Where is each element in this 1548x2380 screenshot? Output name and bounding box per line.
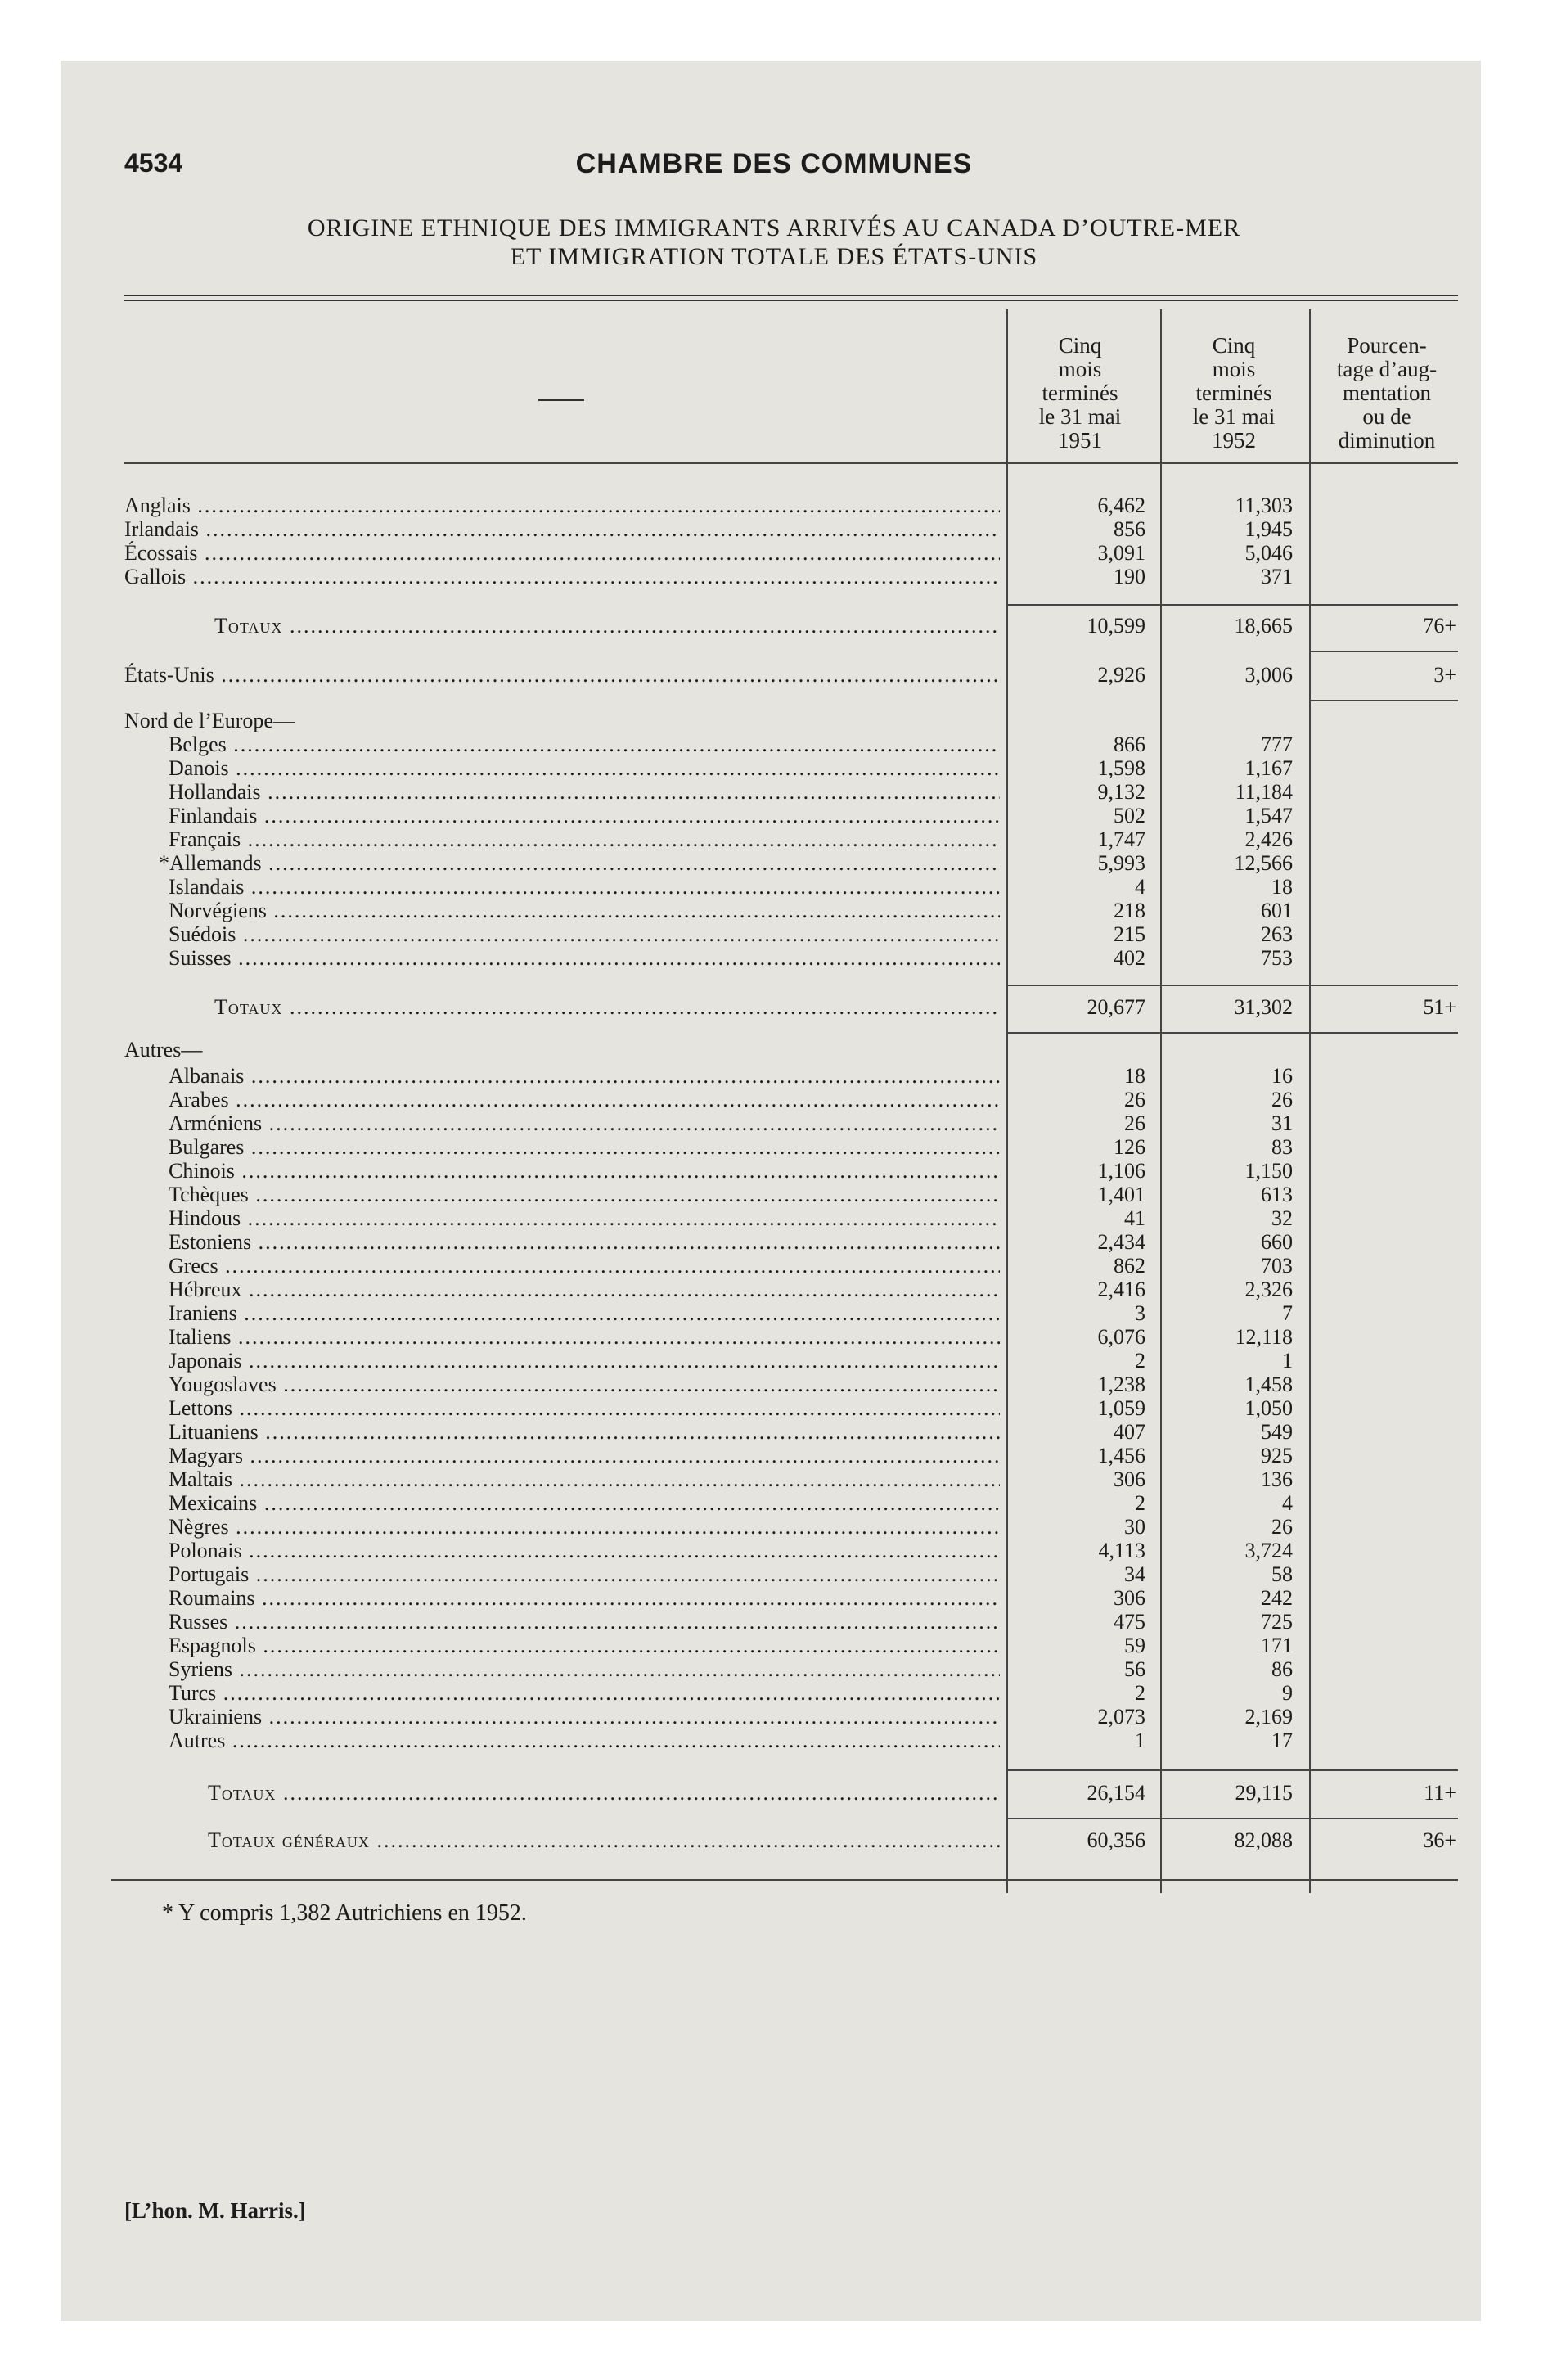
table-title-line-1: ORIGINE ETHNIQUE DES IMMIGRANTS ARRIVÉS AU CANADA D’OUTRE-MER	[307, 214, 1241, 241]
subtotal-rule	[1006, 1769, 1458, 1771]
footnote: * Y compris 1,382 Autrichiens en 1952.	[162, 1900, 527, 1926]
pct-rule	[1309, 651, 1458, 652]
column-header-percentage: Pourcen- tage d’aug- mentation ou de diminution	[1336, 333, 1438, 453]
speaker-attribution: [L’hon. M. Harris.]	[124, 2198, 306, 2223]
column-rule-1	[1006, 309, 1008, 1893]
subtotal-rule	[1006, 604, 1458, 606]
stub-header-dash	[538, 399, 584, 401]
column-rule-3	[1309, 309, 1311, 1893]
double-rule-bottom	[124, 300, 1458, 301]
subtotal-rule	[1006, 1818, 1458, 1819]
column-header-1951: Cinq mois terminés le 31 mai 1951	[1038, 333, 1122, 453]
pct-rule	[1309, 700, 1458, 701]
column-header-1952: Cinq mois terminés le 31 mai 1952	[1192, 333, 1276, 453]
subtotal-rule	[1006, 1032, 1458, 1034]
header-underline	[124, 462, 1458, 464]
double-rule-top	[124, 295, 1458, 296]
table-bottom-rule	[111, 1879, 1458, 1881]
table-title-line-2: ET IMMIGRATION TOTALE DES ÉTATS-UNIS	[510, 243, 1038, 270]
subtotal-rule	[1006, 985, 1458, 986]
running-head: CHAMBRE DES COMMUNES	[575, 148, 973, 179]
page-number: 4534	[124, 148, 183, 178]
column-rule-2	[1160, 309, 1162, 1893]
